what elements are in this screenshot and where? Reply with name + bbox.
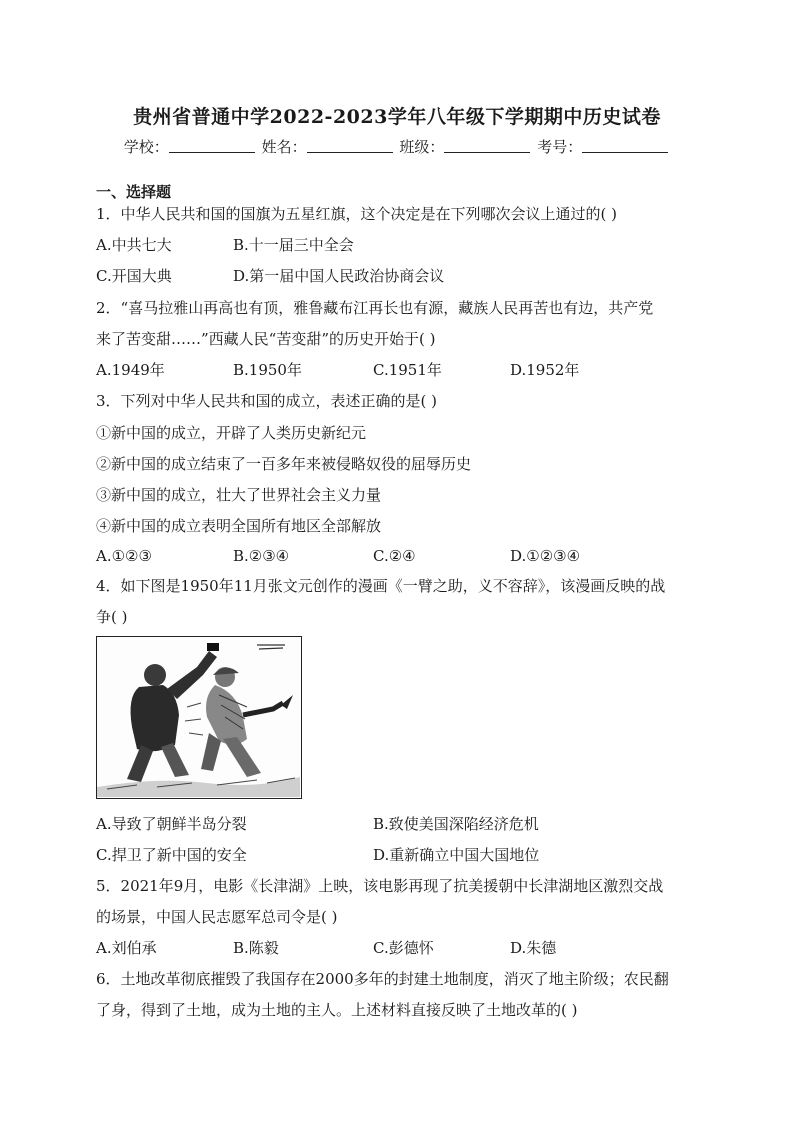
cartoon-image [96, 636, 302, 799]
q6-stem-line2: 了身，得到了土地，成为土地的主人。上述材料直接反映了土地改革的( ) [96, 1001, 578, 1019]
q4-option-c[interactable]: C.捍卫了新中国的安全 [96, 846, 247, 864]
q1-option-b[interactable]: B.十一届三中全会 [233, 236, 354, 254]
q3-stem: 3．下列对中华人民共和国的成立，表述正确的是( ) [96, 392, 438, 410]
q2-option-a[interactable]: A.1949年 [96, 361, 165, 379]
student-info-row [0, 136, 794, 157]
q3-statement-4: ④新中国的成立表明全国所有地区全部解放 [96, 517, 382, 535]
q1-stem: 1．中华人民共和国的国旗为五星红旗，这个决定是在下列哪次会议上通过的( ) [96, 205, 618, 223]
q5-option-c[interactable]: C.彭德怀 [373, 939, 434, 957]
section-title: 一、选择题 [96, 183, 172, 201]
school-blank[interactable] [169, 139, 255, 153]
q5-stem-line1: 5．2021年9月，电影《长津湖》上映，该电影再现了抗美援朝中长津湖地区激烈交战 [96, 877, 664, 895]
q5-option-d[interactable]: D.朱德 [510, 939, 557, 957]
q3-option-d[interactable]: D.①②③④ [510, 547, 581, 565]
name-blank[interactable] [307, 139, 393, 153]
q3-option-b[interactable]: B.②③④ [233, 547, 290, 565]
q2-option-d[interactable]: D.1952年 [510, 361, 580, 379]
q4-option-a[interactable]: A.导致了朝鲜半岛分裂 [96, 815, 247, 833]
q1-option-d[interactable]: D.第一届中国人民政治协商会议 [233, 267, 445, 285]
exam-title: 贵州省普通中学2022-2023学年八年级下学期期中历史试卷 [133, 106, 661, 128]
q3-option-a[interactable]: A.①②③ [96, 547, 152, 565]
class-label: 班级： [399, 138, 445, 156]
q3-option-c[interactable]: C.②④ [373, 547, 416, 565]
name-label: 姓名： [261, 138, 307, 156]
q5-option-b[interactable]: B.陈毅 [233, 939, 279, 957]
q6-stem-line1: 6．土地改革彻底摧毁了我国存在2000多年的封建土地制度，消灭了地主阶级；农民翻 [96, 970, 669, 988]
q3-statement-1: ①新中国的成立，开辟了人类历史新纪元 [96, 424, 367, 442]
school-label: 学校： [123, 138, 169, 156]
exam-no-label: 考号： [537, 138, 583, 156]
q2-stem-line2: 来了苦变甜……”西藏人民“苦变甜”的历史开始于( ) [96, 330, 436, 348]
q1-option-c[interactable]: C.开国大典 [96, 267, 172, 285]
q3-statement-2: ②新中国的成立结束了一百多年来被侵略奴役的屈辱历史 [96, 455, 472, 473]
q2-option-b[interactable]: B.1950年 [233, 361, 302, 379]
q4-stem-line2: 争( ) [96, 608, 128, 626]
q1-option-a[interactable]: A.中共七大 [96, 236, 172, 254]
class-blank[interactable] [444, 139, 530, 153]
exam-no-blank[interactable] [582, 139, 668, 153]
q4-option-b[interactable]: B.致使美国深陷经济危机 [373, 815, 539, 833]
q2-option-c[interactable]: C.1951年 [373, 361, 442, 379]
q4-stem-line1: 4．如下图是1950年11月张文元创作的漫画《一臂之助，义不容辞》，该漫画反映的战 [96, 577, 666, 595]
q5-option-a[interactable]: A.刘伯承 [96, 939, 157, 957]
q2-stem-line1: 2．“喜马拉雅山再高也有顶，雅鲁藏布江再长也有源，藏族人民再苦也有边，共产党 [96, 299, 654, 317]
q3-statement-3: ③新中国的成立，壮大了世界社会主义力量 [96, 486, 382, 504]
q5-stem-line2: 的场景，中国人民志愿军总司令是( ) [96, 908, 338, 926]
cartoon-illustration [97, 637, 300, 797]
q4-option-d[interactable]: D.重新确立中国大国地位 [373, 846, 540, 864]
